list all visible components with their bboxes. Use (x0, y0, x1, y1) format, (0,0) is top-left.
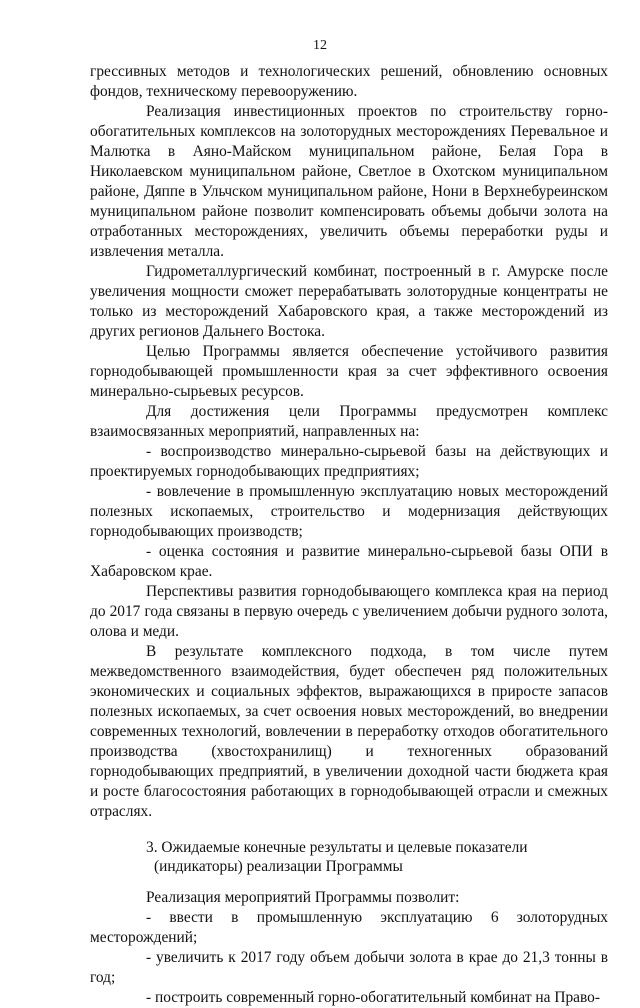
paragraph-prospects: Перспективы развития горнодобывающего комплекса края на период до 2017 года связаны в первую очередь с увеличением добычи рудного золота, олова и меди. (90, 583, 608, 640)
paragraph-continuation: грессивных методов и технологических решений, обновлению основных фондов, техническому перевооружению. (90, 63, 608, 100)
paragraph-program-goal: Целью Программы является обеспечение устойчивого развития горнодобывающей промышленности края за счет эффективного освоения минерально-сырьевых ресурсов. (90, 343, 608, 400)
paragraph-results-intro: Реализация мероприятий Программы позволит: (146, 889, 460, 906)
section-heading: 3. Ожидаемые конечные результаты и целевые показатели (индикаторы) реализации Программы (146, 839, 528, 875)
paragraph-measures-intro: Для достижения цели Программы предусмотрен комплекс взаимосвязанных мероприятий, направленных на: (90, 403, 608, 440)
paragraph-effects: В результате комплексного подхода, в том числе путем межведомственного взаимодействия, будет обеспечен ряд положительных экономических и социальных эффектов, выражающихся в приросте запасов полезных ископаемых, за счет освоения новых месторождений, во внедрении современных технологий, вовлечении в переработку отходов обогатительного производства (хвостохранилищ) и техногенных образований горнодобывающих предприятий, в увеличении доходной части бюджета края и росте благосостояния работающих в горнодобывающей отрасли и смежных отраслях. (90, 643, 608, 820)
list-item-gold-output: - увеличить к 2017 году объем добычи золота в крае до 21,3 тонны в год; (90, 949, 608, 986)
page-number: 12 (313, 38, 327, 53)
list-item-reproduction: - воспроизводство минерально-сырьевой базы на действующих и проектируемых горнодобывающих предприятиях; (90, 443, 608, 480)
list-item-build-plant: - построить современный горно-обогатительный комбинат на Право- (146, 989, 600, 1006)
paragraph-investment-projects: Реализация инвестиционных проектов по строительству горно-обогатительных комплексов на золоторудных месторождениях Перевальное и Малютка в Аяно-Майском муниципальном районе, Белая Гора в Николаевском муниципальном районе, Светлое в Охотском муниципальном районе, Дяппе в Ульчском муниципальном районе, Нони в Верхнебуреинском муниципальном районе позволит компенсировать объемы добычи золота на отработанных месторождениях, увеличить объемы переработки руды и извлечения металла. (90, 103, 608, 260)
list-item-opi-assessment: - оценка состояния и развитие минерально-сырьевой базы ОПИ в Хабаровском крае. (90, 543, 608, 580)
document-body (90, 62, 608, 1008)
list-item-commission-deposits: - ввести в промышленную эксплуатацию 6 золоторудных месторождений; (90, 909, 608, 946)
list-item-new-deposits: - вовлечение в промышленную эксплуатацию новых месторождений полезных ископаемых, строительство и модернизация действующих горнодобывающих производств; (90, 483, 608, 540)
paragraph-hydrometallurgical-plant: Гидрометаллургический комбинат, построенный в г. Амурске после увеличения мощности сможет перерабатывать золоторудные концентраты не только из месторождений Хабаровского края, а также месторождений из других регионов Дальнего Востока. (90, 263, 608, 340)
